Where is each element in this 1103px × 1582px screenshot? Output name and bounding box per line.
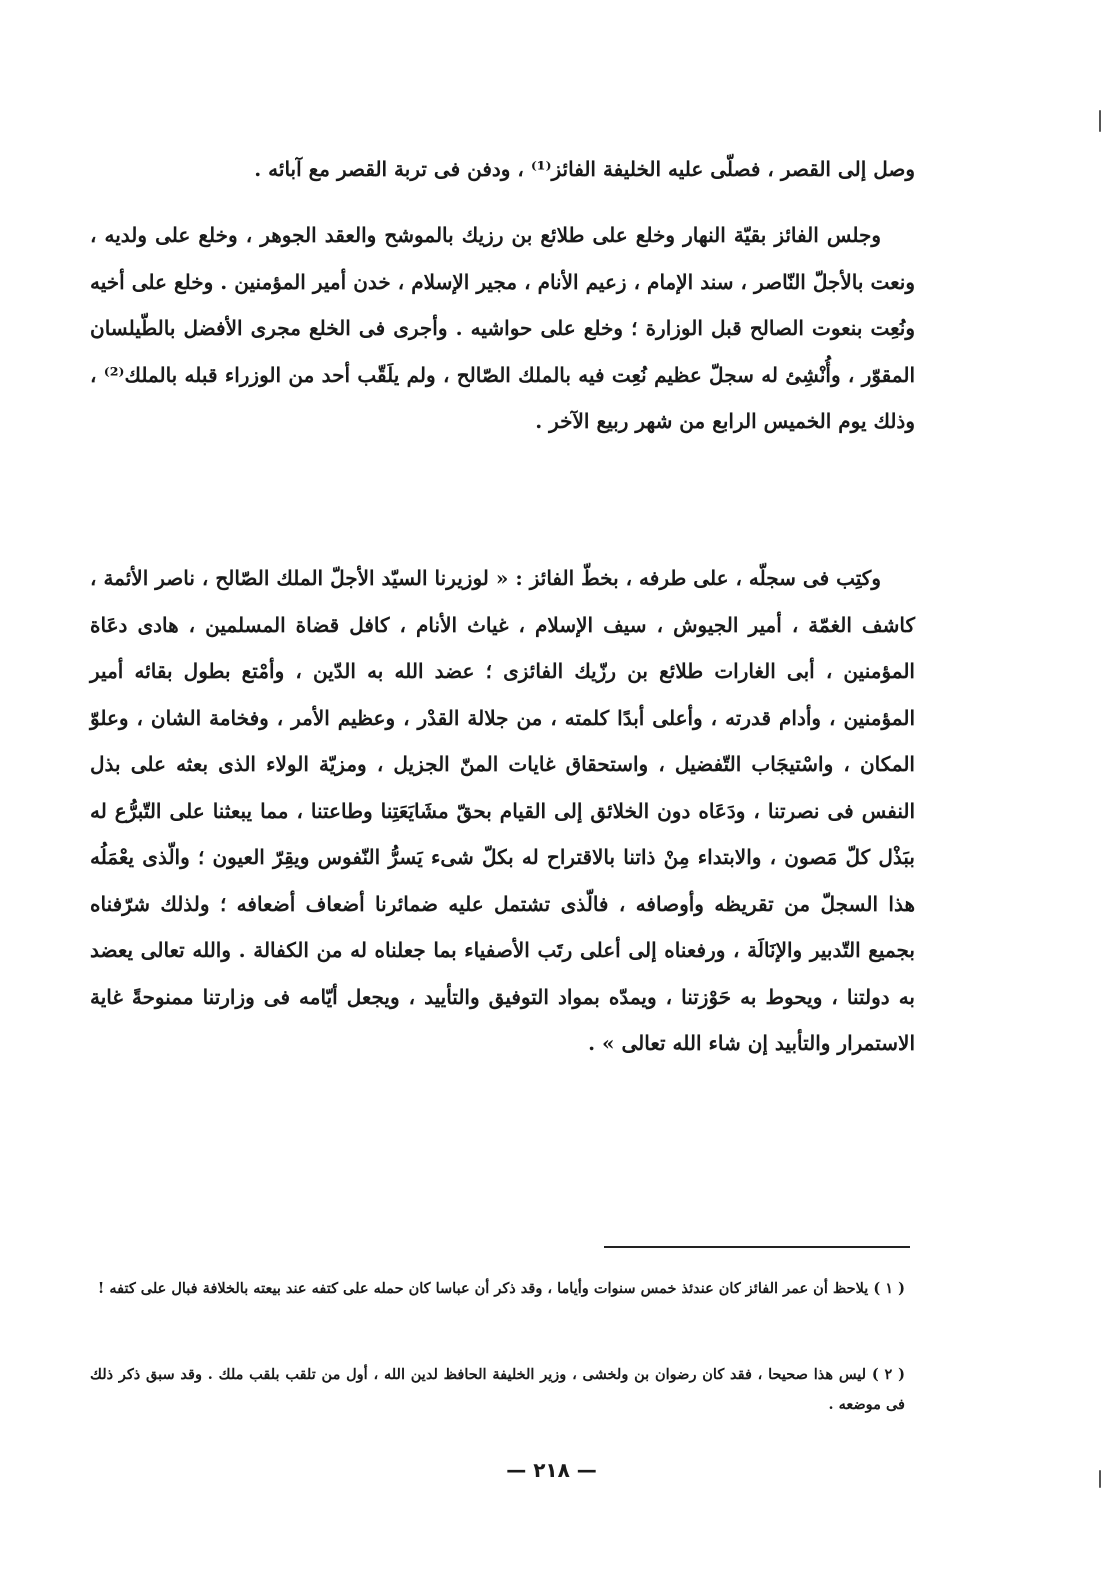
paragraph-3: وكتِب فى سجلّه ، على طرفه ، بخطّ الفائز : « لوزيرنا السيّد الأجلّ الملك الصّالح ، ناصر الأئمة ، كاشف الغمّة ، أمير الجيوش ، سيف الإسلام ، غياث الأنام ، كافل قضاة المسلمين ، هادى دعَاة المؤمنين ، أبى الغارات طلائع بن رزّيك الفائزى ؛ عضد الله به الدّين ، وأمْتع بطول بقائه أمير المؤمنين ، وأدام قدرته ، وأعلى أبدًا كلمته ، من جلالة القدْر ، وعظيم الأمر ، وفخامة الشان ، وعلوّ المكان ، واسْتيجَاب التّفضيل ، واستحقاق غايات المنّ الجزيل ، ومزيّة الولاء الذى بعثه على بذل النفس فى نصرتنا ، ودَعَاه دون الخلائق إلى القيام بحقّ مشَايَعَتِنا وطاعتنا ، مما يبعثنا على التّبرُّع له ببَذْل كلّ مَصون ، والابتداء مِنْ ذاتنا بالاقتراح له بكلّ شىء يَسرُّ النّفوس ويقِرّ العيون ؛ والّذى يعْمَلُه هذا السجلّ من تقريظه وأوصافه ، فالّذى تشتمل عليه ضمائرنا أضعاف أضعافه ؛ ولذلك شرّفناه بجميع التّدبير والإنَالَة ، ورفعناه إلى أعلى رتَب الأصفياء بما جعلناه له من الكفالة . والله تعالى يعضد به دولتنا ، ويحوط به حَوْزتنا ، ويمدّه بمواد التوفيق والتأييد ، ويجعل أيّامه فى وزارتنا ممنوحةً غاية الاستمرار والتأبيد إن شاء الله تعالى » . xyxy=(90,566,915,1055)
scan-edge-mark xyxy=(1099,110,1101,132)
footnote-separator xyxy=(604,1246,910,1248)
page-number: — ٢١٨ — xyxy=(506,1458,597,1482)
footnote-2: ( ٢ ) ليس هذا صحيحا ، فقد كان رضوان بن ولخشى ، وزير الخليفة الحافظ لدين الله ، أول من تلقب بلقب ملك . وقد سبق ذكر ذلك فى موضعه . xyxy=(90,1366,905,1413)
paragraph-1: وصل إلى القصر ، فصلّى عليه الخليفة الفائز⁽¹⁾ ، ودفن فى تربة القصر مع آبائه . xyxy=(254,157,915,181)
footnote-1: ( ١ ) يلاحظ أن عمر الفائز كان عندئذ خمس سنوات وأياما ، وقد ذكر أن عباسا كان حمله على كتفه عند بيعته بالخلافة فبال على كتفه ! xyxy=(97,1280,905,1297)
paragraph-2: وجلس الفائز بقيّة النهار وخلع على طلائع بن رزيك بالموشح والعقد الجوهر ، وخلع على ولديه ، ونعت بالأجلّ النّاصر ، سند الإمام ، زعيم الأنام ، مجير الإسلام ، خدن أمير المؤمنين . وخلع على أخيه ونُعِت بنعوت الصالح قبل الوزارة ؛ وخلع على حواشيه . وأجرى فى الخلع مجرى الأفضل بالطّيلسان المقوّر ، وأُنْشِئ له سجلّ عظيم نُعِت فيه بالملك الصّالح ، ولم يلَقّب أحد من الوزراء قبله بالملك⁽²⁾ ، وذلك يوم الخميس الرابع من شهر ربيع الآخر . xyxy=(90,223,916,433)
